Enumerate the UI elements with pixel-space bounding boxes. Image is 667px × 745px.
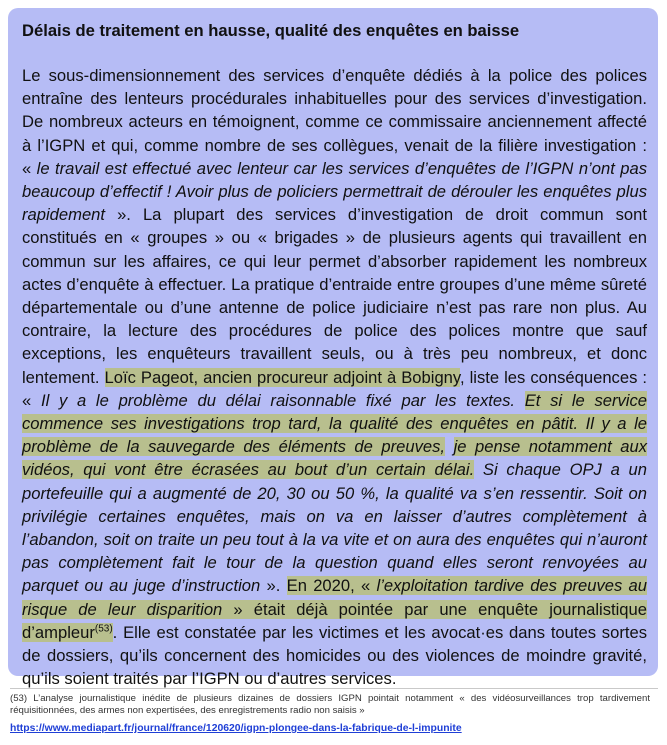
box-body (22, 64, 647, 690)
body-text-4: ». (260, 576, 287, 596)
footnote-text: (53) L’analyse journalistique inédite de plusieurs dizaines de dossiers IGPN pointait notamment « des vidéosurveillances trop tardivement réquisitionnées, des armes non expertisées, des enregistrements radio non saisis » (10, 693, 650, 717)
footnote-divider (10, 688, 658, 689)
highlight-2020-lead: En 2020, « (286, 576, 377, 596)
body-text-1: Le sous-dimensionnement des services d’enquête dédiés à la police des polices entraîne des lenteurs procédurales inhabituelles pour des services d’investigation. De nombreux acteurs en témoignent, comme ce commissaire anciennement affecté à l’IGPN et qui, comme nombre de ses collègues, venait de la filière investigation : « (22, 66, 647, 178)
quote-pageot-highlight-2: je pense notamment aux vidéos, qui vont être écrasées au bout d’un certain délai. (22, 437, 647, 480)
footnote-ref[interactable]: (53) (94, 623, 113, 635)
box-title: Délais de traitement en hausse, qualité des enquêtes en baisse (22, 21, 520, 40)
quote-pageot-highlight-1: Et si le service commence ses investigations trop tard, la qualité des enquêtes en pâtit. Il y a le problème de la sauvegarde des éléments de preuves, (22, 390, 648, 457)
quote-igpn-officer: le travail est effectué avec lenteur car les services d’enquêtes de l’IGPN n’ont pas beaucoup d’effectif ! Avoir plus de policiers permettrait de dérouler les enquêtes plus rapidement (22, 158, 647, 225)
footnote-link[interactable]: https://www.mediapart.fr/journal/france/120620/igpn-plongee-dans-la-fabrique-de-l-impunite (10, 723, 462, 734)
quote-pageot-2: Si chaque OPJ a un portefeuille qui a augmenté de 20, 30 ou 50 %, la qualité va s’en ressentir. Soit on privilégie certaines enquêtes, mais on va en laisser d’autres complètement à l’abandon, soit on traite un peu tout à la va vite et on aura des enquêtes qui n’auront pas complètement fait le tour de la question quand elles seront renvoyées au parquet ou au juge d’instruction (22, 460, 647, 596)
quote-pageot-gap (445, 437, 454, 456)
body-text-3: , liste les conséquences : « (22, 367, 647, 410)
body-text-5: . Elle est constatée par les victimes et les avocat·es dans toutes sortes de dossiers, qu’ils concernent des homicides ou des violences de moindre gravité, qu’ils soient traités par l’IGPN ou d’autres services. (22, 622, 647, 689)
body-text-2: ». La plupart des services d’investigation de droit commun sont constitués en « groupes » ou « brigades » de plusieurs agents qui travaillent en commun sur les affaires, ce qui leur permet d’absorber rapidement les nombreux actes d’enquête à effectuer. La pratique d’entraide entre groupes d’une même sûreté départementale ou d’une antenne de police judiciaire n’est pas rare non plus. Au contraire, la lecture des procédures de police des polices montre que sauf exceptions, les enquêteurs travaillent seuls, ou à très peu nombreux, et donc lentement. (22, 205, 647, 387)
highlight-2020-quote: l’exploitation tardive des preuves au risque de leur disparition (22, 576, 647, 619)
highlight-2020-tail: » était déjà pointée par une enquête journalistique d’ampleur (22, 599, 647, 642)
quote-pageot-1: Il y a le problème du délai raisonnable fixé par les textes. (40, 390, 525, 410)
report-box (8, 8, 658, 689)
highlight-pageot: Loïc Pageot, ancien procureur adjoint à Bobigny (104, 367, 460, 387)
